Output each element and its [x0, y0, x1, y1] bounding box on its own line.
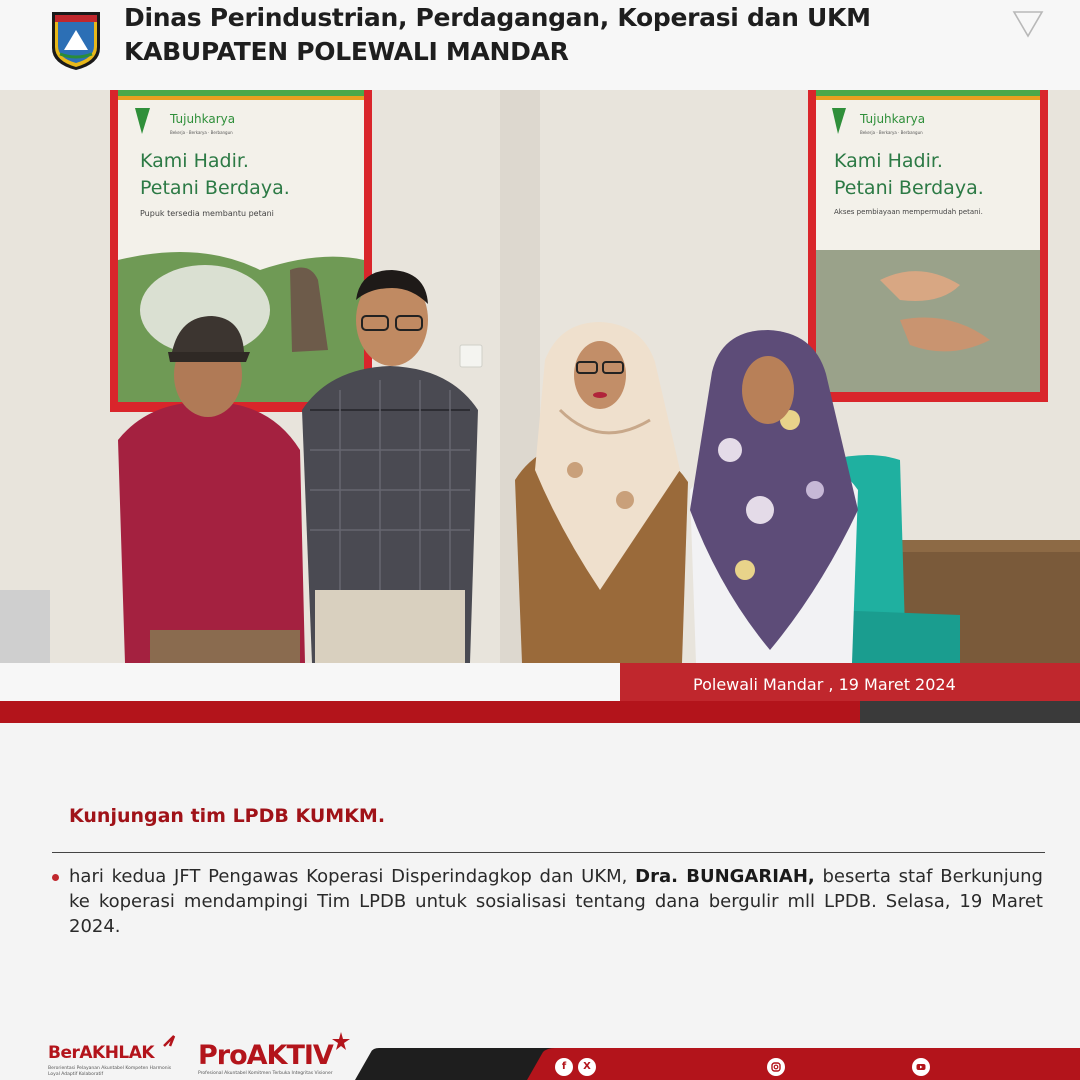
triangle-down-icon	[1012, 10, 1044, 38]
page-subtitle: KABUPATEN POLEWALI MANDAR	[124, 37, 569, 66]
proaktiv-star-icon	[330, 1030, 352, 1052]
heading-rule	[52, 852, 1045, 853]
poster-right-caption: Akses pembiayaan mempermudah petani.	[834, 208, 983, 216]
poster-left-headline-2: Petani Berdaya.	[140, 177, 290, 199]
poster-left	[110, 90, 372, 412]
proaktiv-logo: ProAKTIV	[198, 1040, 333, 1071]
header	[0, 0, 1080, 90]
article-text-bold: Dra. BUNGARIAH,	[635, 866, 815, 887]
berakhlak-tagline: Berorientasi Pelayanan Akuntabel Kompeten Harmonis Loyal Adaptif Kolaboratif	[48, 1066, 172, 1077]
youtube-icon[interactable]	[912, 1058, 930, 1076]
x-icon[interactable]: X	[578, 1058, 596, 1076]
bullet-icon	[52, 874, 59, 881]
instagram-icon[interactable]	[767, 1058, 785, 1076]
event-photo	[0, 90, 1080, 663]
poster-right	[808, 90, 1048, 402]
footer-bar	[355, 1048, 1080, 1080]
poster-right-brand: Tujuhkarya	[860, 112, 926, 126]
poster-right-headline-1: Kami Hadir.	[834, 150, 943, 172]
article-heading: Kunjungan tim LPDB KUMKM.	[69, 805, 386, 827]
berakhlak-logo: BerAKHLAK	[48, 1043, 155, 1063]
regency-emblem-icon	[48, 8, 104, 72]
poster-left-tagline: Bekerja · Berkarya · Berbangun	[170, 130, 233, 135]
page-title: Dinas Perindustrian, Perdagangan, Koperasi dan UKM	[124, 3, 871, 32]
divider-band-dark	[860, 701, 1080, 723]
poster-left-caption: Pupuk tersedia membantu petani	[140, 209, 274, 218]
poster-left-headline-1: Kami Hadir.	[140, 150, 249, 172]
photo-caption: Polewali Mandar , 19 Maret 2024	[693, 675, 956, 694]
poster-right-tagline: Bekerja · Berkarya · Berbangun	[860, 130, 923, 135]
poster-left-brand: Tujuhkarya	[170, 112, 236, 126]
article-text-before: hari kedua JFT Pengawas Koperasi Disperindagkop dan UKM,	[69, 866, 636, 887]
facebook-icon[interactable]: f	[555, 1058, 573, 1076]
berakhlak-swoosh-icon	[160, 1030, 180, 1050]
article-text-after: beserta staf Berkunjung ke koperasi mendampingi Tim LPDB untuk sosialisasi tentang dana bergulir mll LPDB. Selasa, 19 Maret 2024.	[69, 866, 1043, 937]
caption-spacer	[0, 663, 620, 701]
poster-right-headline-2: Petani Berdaya.	[834, 177, 984, 199]
divider-band-red	[0, 701, 860, 723]
article-body	[69, 864, 1043, 939]
proaktiv-tagline: Profesional Akuntabel Komitmen Terbuka Integritas Visioner	[198, 1071, 333, 1076]
